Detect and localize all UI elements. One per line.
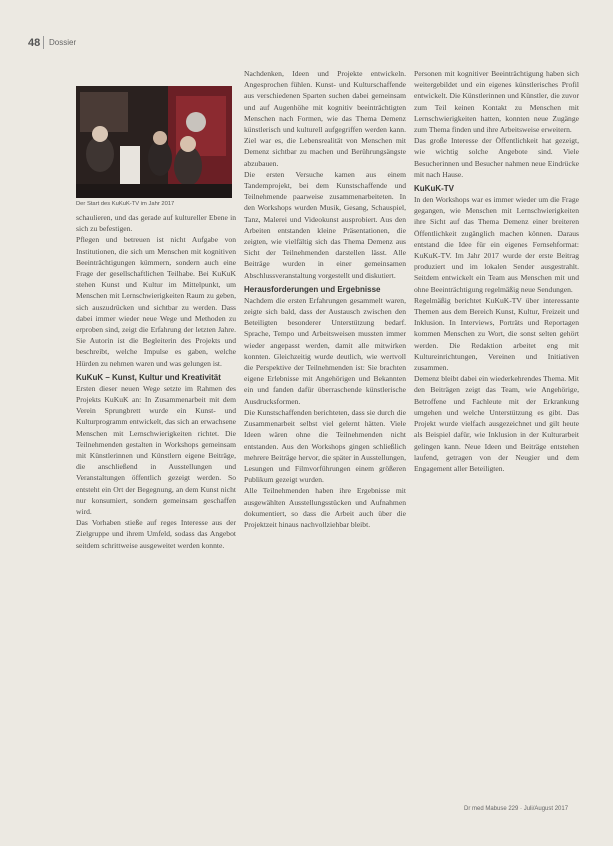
body-paragraph: Personen mit kognitiver Beeinträchtigung haben sich weitergebildet und ein eigenes künstlerisches Profil entwickelt. Die Künstlerinnen und Künstler, die zuvor zum Teil keinen Kontakt zu Menschen mit Lernschwierigkeiten hatten, konnten neue Zugänge zum Thema finden und ihre Arbeitsweise erweitern. (414, 69, 579, 135)
body-paragraph: Das große Interesse der Öffentlichkeit hat gezeigt, wie wichtig solche Angebote sind. Viele Besucherinnen und Besucher nahmen neue Eindrücke mit nach Hause. (414, 136, 579, 179)
header-divider (43, 36, 44, 49)
column-3 (414, 68, 579, 474)
body-paragraph: Regelmäßig berichtet KuKuK-TV über interessante Themen aus dem Bereich Kunst, Kultur, Freizeit und Inklusion. In Interviews, Porträts und Reportagen kommen Menschen zu Wort, die sonst selten gehört werden. Die Redaktion arbeitet eng mit Kultureinrichtungen, Vereinen und Initiativen zusammen. (414, 295, 579, 373)
body-paragraph: Nachdenken, Ideen und Projekte entwickeln. Angesprochen fühlen. Kunst- und Kulturschaffende aus verschiedenen Sparten suchen dabei gemeinsam und auf Augenhöhe mit kognitiv beeinträchtigten Menschen nach Formen, wie das Thema Demenz künstlerisch und kulturell aufgegriffen werden kann. Ziel war es, die Lebensrealität von Menschen mit Demenz sichtbar zu machen und Berührungsängste abzubauen. (244, 69, 406, 168)
body-paragraph: Nachdem die ersten Erfahrungen gesammelt waren, zeigte sich bald, dass der Austausch zwischen den Beteiligten besonderer Unterstützung bedarf. Sprache, Tempo und Arbeitsweisen mussten immer wieder angepasst werden, damit alle mitwirken konnten. Gleichzeitig wurde deutlich, wie wertvoll die Perspektive der Teilnehmenden ist: Sie brachten eigene Erlebnisse mit Angehörigen und Bekannten ein und fanden dafür überraschende künstlerische Ausdrucksformen. (244, 295, 406, 406)
event-photo (76, 86, 232, 198)
body-paragraph: Das Vorhaben stieße auf reges Interesse aus der Zielgruppe und ihrem Umfeld, sodass das Angebot seitdem schrittweise ausgeweitet werden konnte. (76, 518, 236, 550)
subheading: KuKuK-TV (414, 184, 454, 194)
body-paragraph: Pflegen und betreuen ist nicht Aufgabe von Institutionen, die sich um Menschen mit kognitiven Beeinträchtigungen kümmern, sondern auch eine Frage der gesellschaftlichen Teilhabe. Bei KuKuK stehen Kunst und Kultur im Mittelpunkt, um Menschen mit Lernschwierigkeiten Raum zu geben, sich auszudrücken und sichtbar zu werden. Dass dabei immer wieder neue Wege und Methoden zu erproben sind, zeigt die Erfahrung der letzten Jahre. Sie Autorin ist die Begleiterin des Projekts und beschreibt, welche Impulse es gaben, welche Hürden zu nehmen waren und was gelungen ist. (76, 235, 236, 368)
event-photo-illustration (76, 86, 232, 198)
body-paragraph: Die ersten Versuche kamen aus einem Tandemprojekt, bei dem Kunstschaffende und Teilnehmende paarweise zusammenarbeiteten. In den Workshops wurden Musik, Gesang, Schauspiel, Tanz, Malerei und Videokunst ausprobiert. Aus den Arbeiten entstanden kleine Präsentationen, die zeigten, wie vielfältig sich das Thema Demenz aus Sicht der Teilnehmenden darstellen lässt. Alle Beiträge wurden in einer gemeinsamen Abschlussveranstaltung vorgestellt und diskutiert. (244, 169, 406, 280)
body-paragraph: Alle Teilnehmenden haben ihre Ergebnisse mit ausgewählten Ausstellungsstücken und Aufnahmen dokumentiert, so dass die Arbeit auch über die Projektzeit hinaus nachvollziehbar bleibt. (244, 486, 406, 529)
subheading: Herausforderungen und Ergebnisse (244, 284, 381, 294)
page-number: 48 (28, 37, 41, 49)
section-label: Dossier (49, 38, 77, 47)
subheading: KuKuK – Kunst, Kultur und Kreativität (76, 372, 221, 382)
body-paragraph: schaulieren, und das gerade auf kultureller Ebene in sich zu befestigen. (76, 213, 236, 234)
column-1 (76, 212, 236, 551)
column-2 (244, 68, 406, 530)
body-paragraph: Ersten dieser neuen Wege setzte im Rahmen des Projekts KuKuK an: In Zusammenarbeit mit dem Verein Sprungbrett wurde ein Kunst- und Kulturprogramm entwickelt, das sich an erwachsene Menschen mit Lernschwierigkeiten richtet. Die Teilnehmenden gestalten in Workshops gemeinsam mit Künstlerinnen und Künstlern eigene Beiträge, die anschließend in Ausstellungen und Veranstaltungen öffentlich gezeigt werden. So entsteht ein Ort der Begegnung, an dem Kunst nicht nur konsumiert, sondern gemeinsam geschaffen wird. (76, 383, 236, 517)
page-footer: Dr med Mabuse 229 · Juli/August 2017 (464, 806, 569, 812)
body-paragraph: In den Workshops war es immer wieder um die Frage gegangen, wie Menschen mit Lernschwierigkeiten ihre Sicht auf das Thema Demenz einer breiteren Öffentlichkeit zugänglich machen können. Daraus entstand die Idee für ein eigenes Fernsehformat: KuKuK-TV. Im Jahr 2017 wurde der erste Beitrag produziert und im lokalen Sender ausgestrahlt. Seitdem entwickelt ein Team aus Menschen mit und ohne Beeinträchtigung regelmäßig neue Sendungen. (414, 195, 579, 294)
photo-caption: Der Start des KuKuK-TV im Jahr 2017 (76, 201, 175, 207)
body-paragraph: Demenz bleibt dabei ein wiederkehrendes Thema. Mit den Beiträgen zeigt das Team, wie Angehörige, Betroffene und Fachleute mit der Erkrankung umgehen und welche Unterstützung es gibt. Das Projekt wurde vielfach ausgezeichnet und gilt heute als Beispiel dafür, wie Inklusion in der Kulturarbeit gelingen kann. Neue Ideen und Beiträge entstehen laufend, getragen von der Neugier und dem Engagement aller Beteiligten. (414, 374, 579, 473)
body-paragraph: Die Kunstschaffenden berichteten, dass sie durch die Zusammenarbeit selbst viel gelernt hätten. Viele Ideen wären ohne die Teilnehmenden nicht entstanden. Aus den Workshops gingen schließlich mehrere Beiträge hervor, die später in Ausstellungen, Lesungen und Filmvorführungen einem größeren Publikum gezeigt wurden. (244, 407, 406, 485)
